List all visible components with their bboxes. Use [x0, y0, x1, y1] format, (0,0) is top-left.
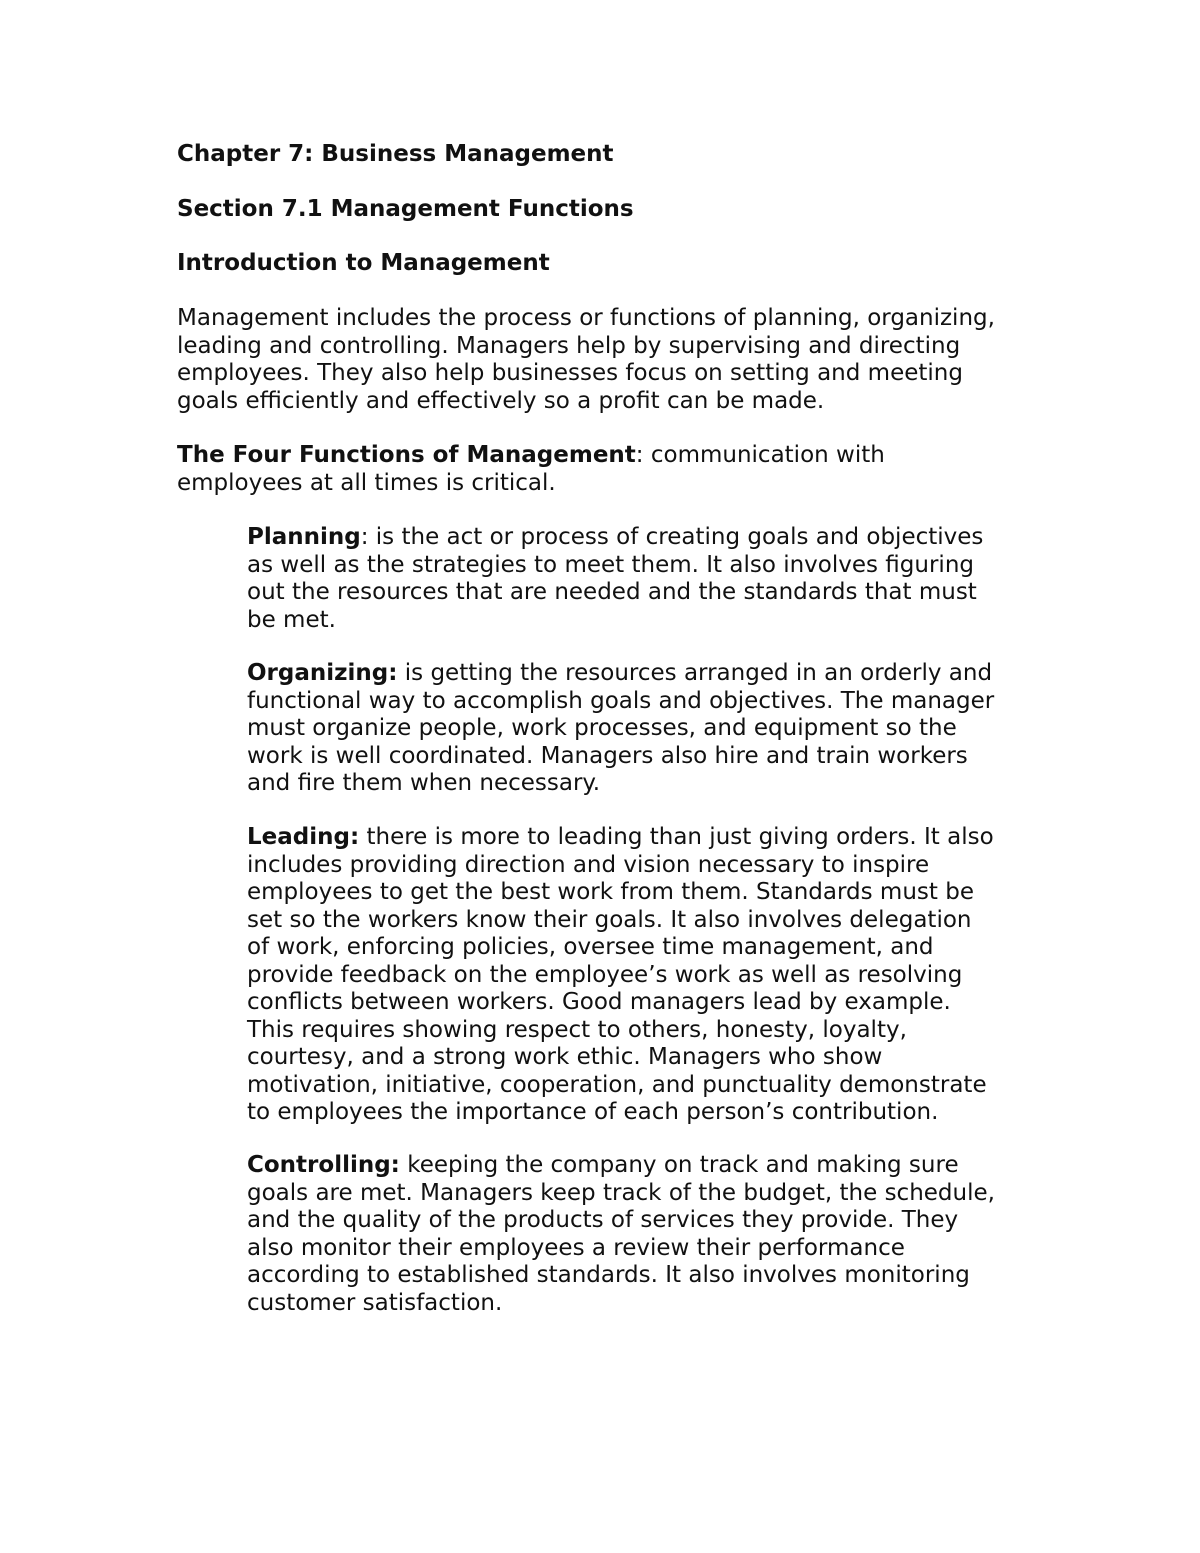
- paragraph-line: provide feedback on the employee’s work as well as resolving: [247, 961, 963, 988]
- paragraph-line: and fire them when necessary.: [247, 770, 601, 796]
- paragraph-line: to employees the importance of each person’s contribution.: [247, 1099, 939, 1125]
- chapter-title: Chapter 7: Business Management: [177, 141, 614, 167]
- organizing-text: is getting the resources arranged in an orderly and: [397, 660, 993, 686]
- leading-text: there is more to leading than just giving orders. It also: [359, 824, 994, 850]
- four-functions-term: The Four Functions of Management: [177, 442, 636, 468]
- paragraph-line: as well as the strategies to meet them. It also involves figuring: [247, 551, 974, 578]
- paragraph-line: courtesy, and a strong work ethic. Managers who show: [247, 1044, 883, 1070]
- paragraph-line: and the quality of the products of services they provide. They: [247, 1207, 959, 1233]
- paragraph-line: employees. They also help businesses focus on setting and meeting: [177, 360, 963, 386]
- paragraph-line: [247, 524, 983, 552]
- paragraph-line: conflicts between workers. Good managers lead by example.: [247, 989, 951, 1015]
- four-functions-paragraph: [177, 442, 885, 497]
- paragraph-line: be met.: [247, 606, 336, 633]
- controlling-term: Controlling:: [247, 1152, 400, 1178]
- leading-paragraph: [247, 824, 994, 1127]
- paragraph-line: Management includes the process or functions of planning, organizing,: [177, 305, 995, 331]
- paragraph-line: includes providing direction and vision necessary to inspire: [247, 851, 930, 878]
- paragraph-line: [177, 442, 885, 470]
- organizing-term: Organizing:: [247, 660, 398, 686]
- planning-term: Planning: [247, 524, 361, 550]
- controlling-paragraph: [247, 1152, 995, 1317]
- paragraph-line: [247, 660, 994, 688]
- paragraph-line: goals efficiently and effectively so a profit can be made.: [177, 387, 825, 414]
- paragraph-line: according to established standards. It also involves monitoring: [247, 1262, 970, 1288]
- paragraph-line: customer satisfaction.: [247, 1289, 503, 1316]
- paragraph-line: [247, 824, 994, 852]
- paragraph-line: leading and controlling. Managers help by supervising and directing: [177, 332, 961, 359]
- paragraph-line: motivation, initiative, cooperation, and punctuality demonstrate: [247, 1071, 987, 1098]
- paragraph-line: employees to get the best work from them. Standards must be: [247, 879, 974, 905]
- paragraph-line: of work, enforcing policies, oversee time management, and: [247, 934, 934, 960]
- paragraph-line: must organize people, work processes, and equipment so the: [247, 715, 957, 741]
- leading-term: Leading:: [247, 824, 360, 850]
- paragraph-line: out the resources that are needed and the standards that must: [247, 579, 977, 605]
- paragraph-line: [247, 1152, 995, 1180]
- paragraph-line: also monitor their employees a review their performance: [247, 1234, 905, 1261]
- paragraph-line: This requires showing respect to others, honesty, loyalty,: [247, 1016, 907, 1043]
- section-title: Section 7.1 Management Functions: [177, 196, 634, 222]
- paragraph-line: goals are met. Managers keep track of the budget, the schedule,: [247, 1179, 995, 1206]
- paragraph-line: set so the workers know their goals. It also involves delegation: [247, 906, 972, 933]
- intro-paragraph: [177, 305, 995, 415]
- planning-text: : is the act or process of creating goals and objectives: [360, 524, 984, 550]
- four-functions-text: : communication with: [635, 442, 885, 468]
- planning-paragraph: [247, 524, 983, 634]
- paragraph-line: functional way to accomplish goals and objectives. The manager: [247, 687, 995, 714]
- intro-heading: Introduction to Management: [177, 250, 550, 276]
- controlling-text: keeping the company on track and making sure: [399, 1152, 959, 1178]
- organizing-paragraph: [247, 660, 994, 798]
- paragraph-line: work is well coordinated. Managers also hire and train workers: [247, 742, 968, 769]
- paragraph-line: employees at all times is critical.: [177, 469, 556, 496]
